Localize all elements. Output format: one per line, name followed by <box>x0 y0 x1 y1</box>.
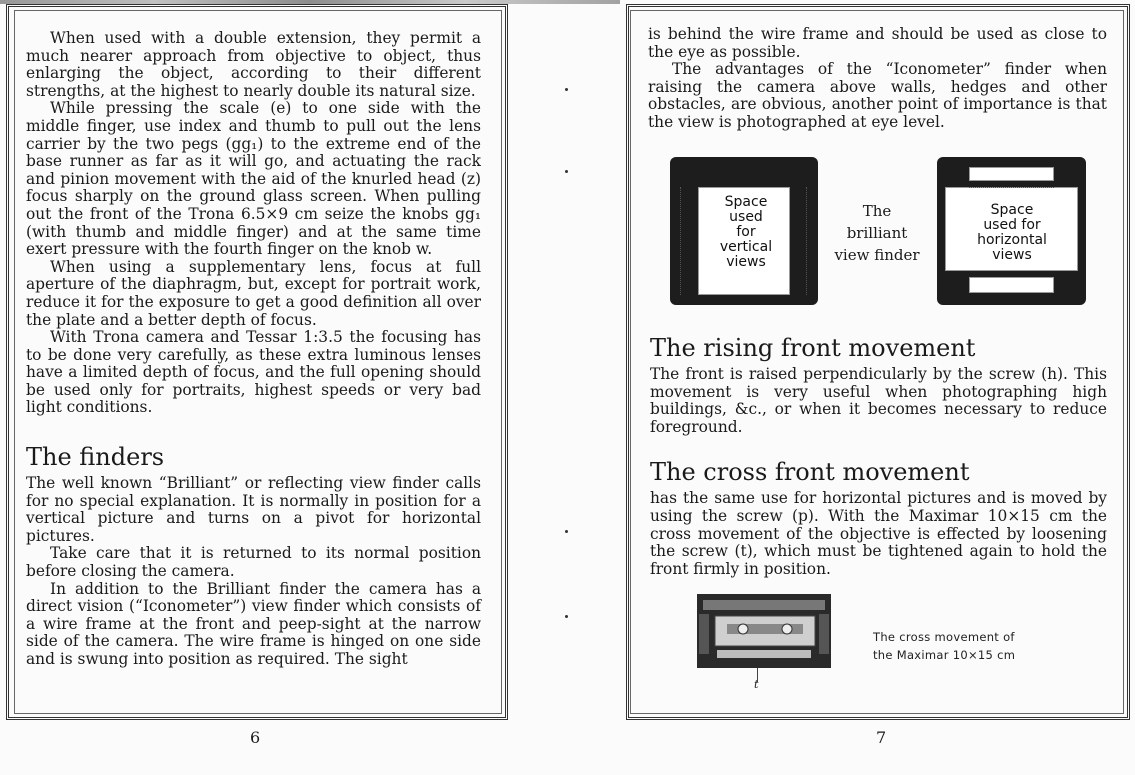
paragraph: Take care that it is returned to its normal position before closing the camera. <box>26 544 481 581</box>
section-heading-finders: The finders <box>26 443 165 472</box>
dotted-guide <box>806 187 807 295</box>
label-line: view finder <box>834 246 920 264</box>
caption-line: The cross movement of <box>873 630 1015 644</box>
paragraph: The advantages of the “Iconometer” finder when raising the camera above walls, hedges and other obstacles, are obvious, another point of importance is that the view is photographed at eye level. <box>648 60 1107 131</box>
gutter-mark <box>565 615 568 618</box>
paragraph: has the same use for horizontal pictures and is moved by using the screw (p). With the Maximar 10×15 cm the cross movement of the objective is effected by loosening the screw (t), which must be tightened again to hold the front firmly in position. <box>650 489 1107 578</box>
screw-marker: t <box>754 678 759 691</box>
paragraph: In addition to the Brilliant finder the camera has a direct vision (“Iconometer”) view finder which consists of a wire frame at the front and peep-sight at the narrow side of the camera. The wire frame is hinged on one side and is swung into position as required. The sight <box>26 579 481 668</box>
paragraph: With Trona camera and Tessar 1:3.5 the focusing has to be done very carefully, as these extra luminous lenses have a limited depth of focus, and the full opening should be used only for portraits, highest speeds or very bad light conditions. <box>26 328 481 417</box>
paragraph: is behind the wire frame and should be used as close to the eye as possible. <box>648 25 1107 61</box>
camera-photo <box>697 594 831 668</box>
gutter-mark <box>565 170 568 173</box>
caption-line: the Maximar 10×15 cm <box>873 648 1016 662</box>
dotted-guide <box>680 187 681 295</box>
paragraph: When used with a double extension, they permit a much nearer approach from objective to object, thus enlarging the object, according to their different strengths, at the highest to nearly double its natural size. <box>26 29 481 100</box>
page-number-right: 7 <box>876 728 887 747</box>
label-line: used for <box>983 217 1041 233</box>
label-line: Space <box>990 202 1034 218</box>
label-line: Space <box>724 194 768 210</box>
label-line: horizontal <box>977 232 1047 248</box>
label-line: used <box>729 209 763 225</box>
top-slot <box>969 167 1054 181</box>
right-page-text-bottom <box>650 312 1107 578</box>
section-heading-rising-front: The rising front movement <box>650 334 976 362</box>
dotted-guide <box>969 187 1054 188</box>
section-heading-cross-front: The cross front movement <box>650 458 970 487</box>
paragraph: The front is raised perpendicularly by the screw (h). This movement is very useful when photographing high buildings, &c., or when it becomes necessary to reduce foreground. <box>650 365 1107 436</box>
label-line: views <box>992 247 1032 263</box>
photo-caption <box>873 628 1015 664</box>
vertical-views-label <box>700 195 792 270</box>
camera-illustration <box>697 594 831 668</box>
label-line: views <box>726 254 766 270</box>
label-line: vertical <box>719 239 773 255</box>
label-line: The <box>862 202 892 220</box>
paragraph: While pressing the scale (e) to one side with the middle finger, use index and thumb to pull out the lens carrier by the two pegs (gg₁) to the extreme end of the base runner as far as it will go, and actuating the rack and pinion movement with the aid of the knurled head (z) focus sharply on the ground glass screen. When pulling out the front of the Trona 6.5×9 cm seize the knobs gg₁ (with thumb and middle finger) and at the same time exert pressure with the fourth finger on the knob w. <box>26 99 481 259</box>
bottom-slot <box>969 277 1054 293</box>
label-line: for <box>736 224 756 240</box>
left-page-text <box>26 30 481 669</box>
paragraph: When using a supplementary lens, focus at full aperture of the diaphragm, but, except for portrait work, reduce it for the exposure to get a good definition all over the plate and a better depth of focus. <box>26 257 481 329</box>
label-line: brilliant <box>846 224 908 242</box>
page-number-left: 6 <box>250 728 261 747</box>
brilliant-view-finder-label <box>820 200 934 266</box>
right-page-text-top <box>648 26 1107 132</box>
horizontal-views-label <box>958 203 1066 263</box>
gutter-mark <box>565 88 568 91</box>
gutter-mark <box>565 530 568 533</box>
paragraph: The well known “Brilliant” or reflecting view finder calls for no special explanation. It is normally in position for a vertical picture and turns on a pivot for horizontal pictures. <box>26 474 481 545</box>
